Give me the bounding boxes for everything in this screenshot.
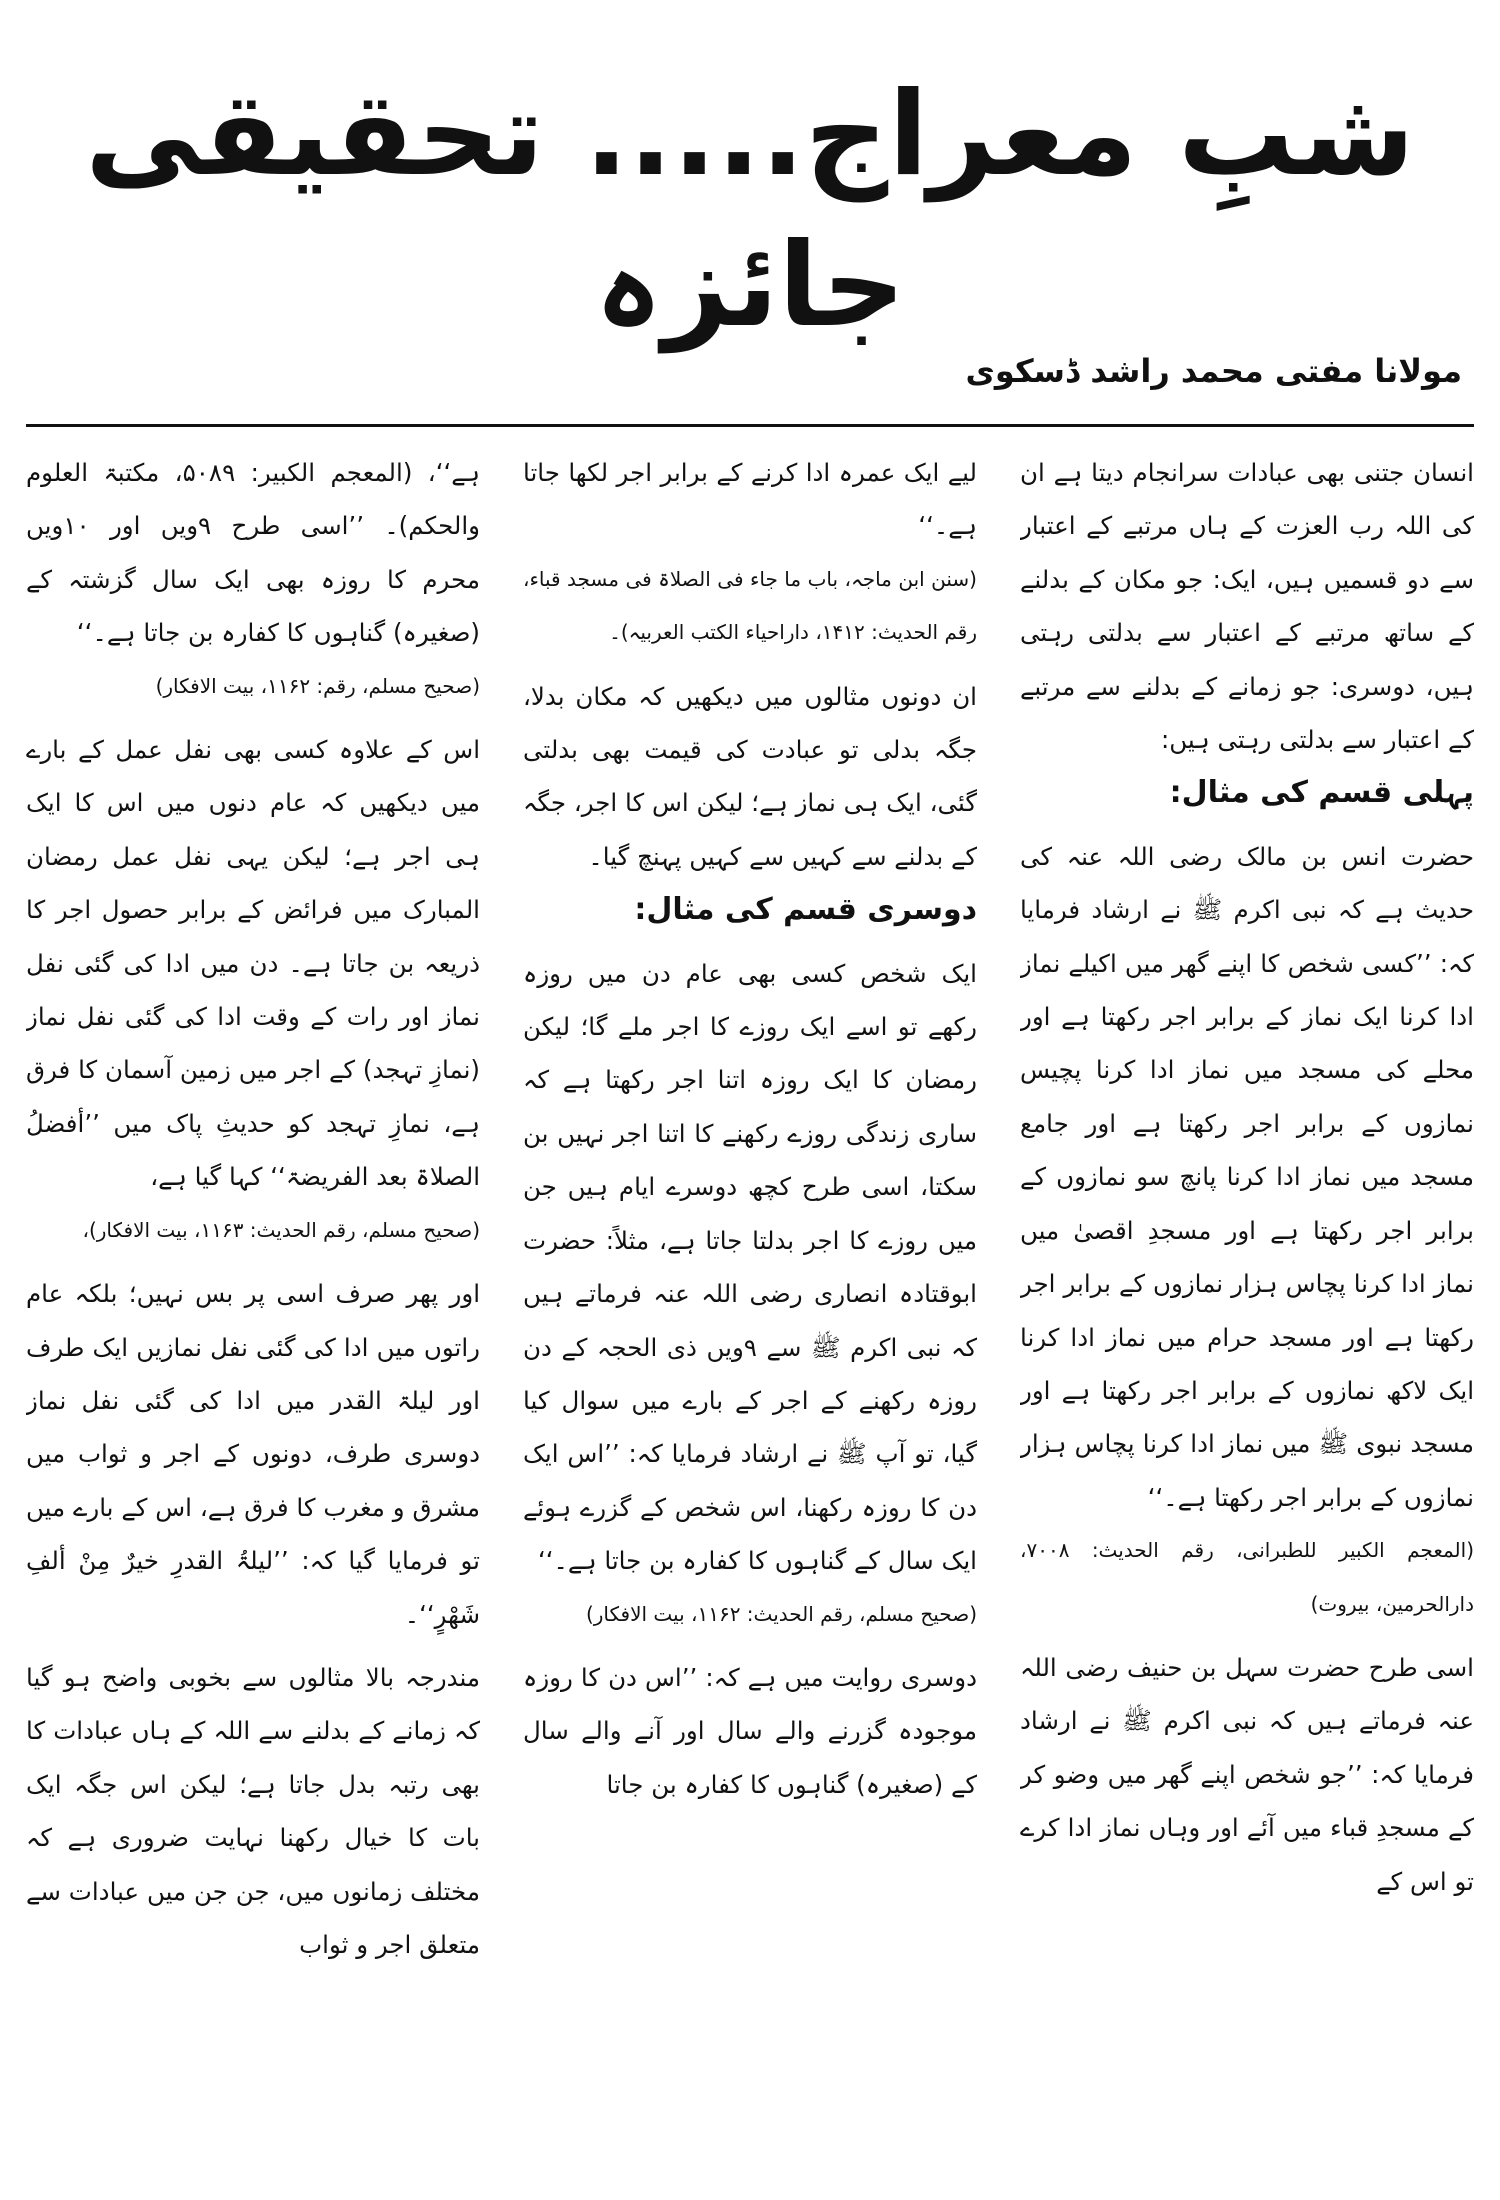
citation: (صحیح مسلم، رقم الحدیث: ۱۱۶۳، بیت الافکار)،: [82, 1217, 480, 1242]
column-1: [1020, 446, 1474, 2186]
paragraph: ہے‘‘، (المعجم الکبیر: ۵۰۸۹، مکتبۃ العلوم والحکم)۔ ’’اسی طرح ۹ویں اور ۱۰ویں محرم کا روزہ بھی ایک سال گزشتہ کے (صغیرہ) گناہوں کا کفارہ بن جاتا ہے۔‘‘: [26, 458, 480, 648]
citation: (صحیح مسلم، رقم: ۱۱۶۲، بیت الافکار): [155, 673, 480, 698]
article-columns: [26, 446, 1474, 2186]
paragraph: انسان جتنی بھی عبادات سرانجام دیتا ہے ان کی اللہ رب العزت کے ہاں مرتبے کے اعتبار سے دو قسمیں ہیں، ایک: جو مکان کے بدلنے کے ساتھ مرتبے کے اعتبار سے بدلتی رہتی ہیں، دوسری: جو زمانے کے بدلنے سے مرتبے کے اعتبار سے بدلتی رہتی ہیں:: [1020, 458, 1474, 755]
paragraph: اسی طرح حضرت سہل بن حنیف رضی اللہ عنہ فرماتے ہیں کہ نبی اکرم ﷺ نے ارشاد فرمایا کہ: ’’جو شخص اپنے گھر میں وضو کر کے مسجدِ قباء میں آئے اور وہاں نماز ادا کرے تو اس کے: [1020, 1652, 1474, 1896]
paragraph: اس کے علاوہ کسی بھی نفل عمل کے بارے میں دیکھیں کہ عام دنوں میں اس کا ایک ہی اجر ہے؛ لیکن یہی نفل عمل رمضان المبارک میں فرائض کے برابر حصول اجر کا ذریعہ بن جاتا ہے۔ دن میں ادا کی گئی نفل نماز اور رات کے وقت ادا کی گئی نفل نماز (نمازِ تہجد) کے اجر میں زمین آسمان کا فرق ہے، نمازِ تہجد کو حدیثِ پاک میں ’’أفضلُ الصلاۃ بعد الفریضۃ‘‘ کہا گیا ہے،: [26, 735, 480, 1192]
citation: (سنن ابن ماجہ، باب ما جاء فی الصلاۃ فی مسجد قباء، رقم الحدیث: ۱۴۱۲، داراحیاء الکتب العربیہ)۔: [523, 566, 977, 645]
article-title: شبِ معراج..... تحقیقی جائزہ: [85, 67, 1415, 353]
column-3: [26, 446, 480, 2186]
paragraph: حضرت انس بن مالک رضی اللہ عنہ کی حدیث ہے کہ نبی اکرم ﷺ نے ارشاد فرمایا کہ: ’’کسی شخص کا اپنے گھر میں اکیلے نماز ادا کرنا ایک نماز کے برابر اجر رکھتا ہے اور محلے کی مسجد میں نماز ادا کرنا پچیس نمازوں کے برابر اجر رکھتا ہے اور جامع مسجد میں نماز ادا کرنا پانچ سو نمازوں کے برابر اجر رکھتا ہے اور مسجدِ اقصیٰ میں نماز ادا کرنا پچاس ہزار نمازوں کے برابر اجر رکھتا ہے اور مسجد حرام میں نماز ادا کرنا ایک لاکھ نمازوں کے برابر اجر رکھتا ہے اور مسجد نبوی ﷺ میں نماز ادا کرنا پچاس ہزار نمازوں کے برابر اجر رکھتا ہے۔‘‘: [1020, 841, 1474, 1512]
paragraph: ایک شخص کسی بھی عام دن میں روزہ رکھے تو اسے ایک روزے کا اجر ملے گا؛ لیکن رمضان کا ایک روزہ اتنا اجر رکھتا ہے کہ ساری زندگی روزے رکھنے کا اتنا اجر نہیں بن سکتا، اسی طرح کچھ دوسرے ایام ہیں جن میں روزے کا اجر بدلتا جاتا ہے، مثلاً: حضرت ابوقتادہ انصاری رضی اللہ عنہ فرماتے ہیں کہ نبی اکرم ﷺ سے ۹ویں ذی الحجہ کے دن روزہ رکھنے کے اجر کے بارے میں سوال کیا گیا، تو آپ ﷺ نے ارشاد فرمایا کہ: ’’اس ایک دن کا روزہ رکھنا، اس شخص کے گزرے ہوئے ایک سال کے گناہوں کا کفارہ بن جاتا ہے۔‘‘: [523, 958, 977, 1576]
section-heading: پہلی قسم کی مثال:: [1169, 775, 1474, 811]
citation: (المعجم الکبیر للطبرانی، رقم الحدیث: ۷۰۰۸، دارالحرمین، بیروت): [1020, 1538, 1474, 1616]
author-byline: مولانا مفتی محمد راشد ڈسکوی: [965, 352, 1462, 390]
column-2: [523, 446, 977, 2186]
paragraph: دوسری روایت میں ہے کہ: ’’اس دن کا روزہ موجودہ گزرنے والے سال اور آنے والے سال کے (صغیرہ) گناہوں کا کفارہ بن جاتا: [523, 1662, 977, 1799]
paragraph: مندرجہ بالا مثالوں سے بخوبی واضح ہو گیا کہ زمانے کے بدلنے سے اللہ کے ہاں عبادات کا بھی رتبہ بدل جاتا ہے؛ لیکن اس جگہ ایک بات کا خیال رکھنا نہایت ضروری ہے کہ مختلف زمانوں میں، جن جن میں عبادات سے متعلق اجر و ثواب: [26, 1662, 480, 1959]
section-heading: دوسری قسم کی مثال:: [634, 892, 977, 928]
header-divider: [26, 424, 1474, 427]
citation: (صحیح مسلم، رقم الحدیث: ۱۱۶۲، بیت الافکار): [585, 1601, 977, 1626]
paragraph: اور پھر صرف اسی پر بس نہیں؛ بلکہ عام راتوں میں ادا کی گئی نفل نمازیں ایک طرف اور لیلۃ القدر میں ادا کی گئی نفل نماز دوسری طرف، دونوں کے اجر و ثواب میں مشرق و مغرب کا فرق ہے، اس کے بارے میں تو فرمایا گیا کہ: ’’لیلۃُ القدرِ خیرٌ مِنْ ألفِ شَھْرٍ‘‘۔: [26, 1279, 480, 1629]
paragraph: ان دونوں مثالوں میں دیکھیں کہ مکان بدلا، جگہ بدلی تو عبادت کی قیمت بھی بدلتی گئی، ایک ہی نماز ہے؛ لیکن اس کا اجر، جگہ کے بدلنے سے کہیں سے کہیں پہنچ گیا۔: [523, 681, 977, 871]
paragraph: لیے ایک عمرہ ادا کرنے کے برابر اجر لکھا جاتا ہے۔‘‘: [523, 458, 977, 541]
